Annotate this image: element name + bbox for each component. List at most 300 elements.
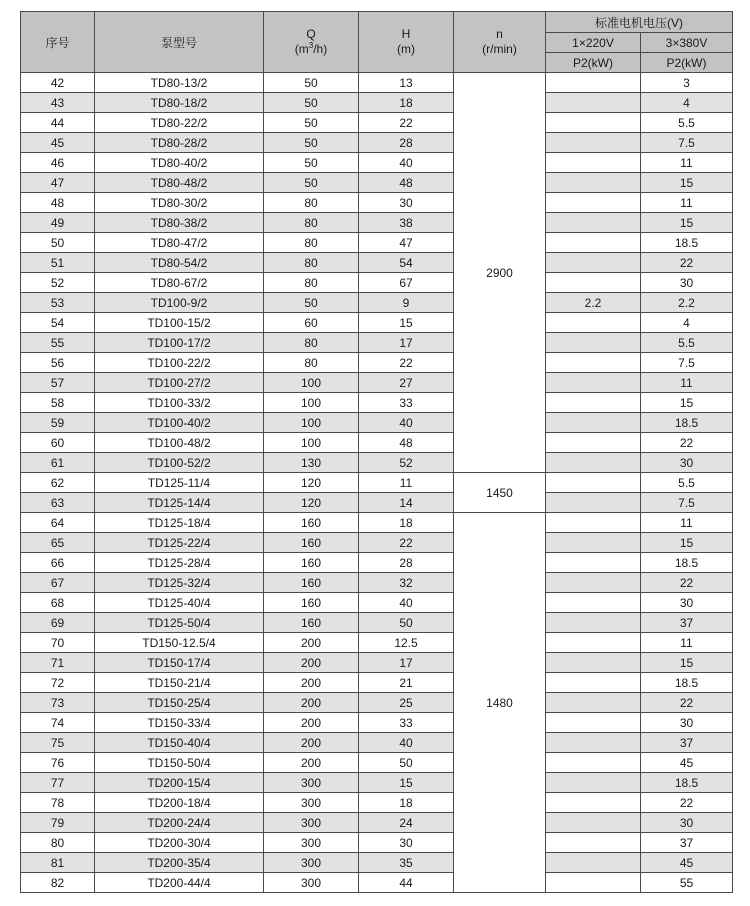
cell-flow: 60 <box>264 313 359 333</box>
cell-p2-380: 18.5 <box>641 553 733 573</box>
cell-p2-220 <box>546 213 641 233</box>
cell-head: 47 <box>359 233 454 253</box>
cell-flow: 200 <box>264 633 359 653</box>
cell-p2-220 <box>546 353 641 373</box>
cell-serial: 69 <box>21 613 95 633</box>
cell-p2-380: 5.5 <box>641 113 733 133</box>
cell-head: 30 <box>359 193 454 213</box>
cell-flow: 80 <box>264 333 359 353</box>
cell-p2-380: 15 <box>641 213 733 233</box>
table-row <box>21 493 733 513</box>
cell-p2-380: 30 <box>641 453 733 473</box>
cell-p2-380: 45 <box>641 853 733 873</box>
table-body <box>21 73 733 893</box>
cell-model: TD100-15/2 <box>95 313 264 333</box>
cell-serial: 52 <box>21 273 95 293</box>
cell-flow: 300 <box>264 793 359 813</box>
cell-serial: 57 <box>21 373 95 393</box>
cell-serial: 49 <box>21 213 95 233</box>
cell-p2-220 <box>546 393 641 413</box>
table-row <box>21 273 733 293</box>
cell-flow: 120 <box>264 493 359 513</box>
cell-model: TD200-30/4 <box>95 833 264 853</box>
cell-p2-220 <box>546 273 641 293</box>
cell-model: TD200-24/4 <box>95 813 264 833</box>
cell-serial: 60 <box>21 433 95 453</box>
cell-p2-380: 15 <box>641 393 733 413</box>
table-row <box>21 193 733 213</box>
table-row <box>21 553 733 573</box>
cell-model: TD150-25/4 <box>95 693 264 713</box>
cell-flow: 50 <box>264 153 359 173</box>
cell-flow: 300 <box>264 873 359 893</box>
table-row <box>21 813 733 833</box>
cell-head: 35 <box>359 853 454 873</box>
cell-p2-380: 4 <box>641 93 733 113</box>
cell-model: TD150-17/4 <box>95 653 264 673</box>
cell-p2-220 <box>546 573 641 593</box>
flow-unit: $(m^3/h)$ <box>294 41 328 56</box>
table-row <box>21 853 733 873</box>
header-p2-380: P2(kW) <box>641 53 733 73</box>
speed-unit: (r/min) <box>482 42 517 56</box>
cell-serial: 68 <box>21 593 95 613</box>
cell-p2-220 <box>546 513 641 533</box>
cell-serial: 76 <box>21 753 95 773</box>
cell-p2-380: 18.5 <box>641 413 733 433</box>
cell-serial: 58 <box>21 393 95 413</box>
cell-flow: 80 <box>264 233 359 253</box>
cell-flow: 50 <box>264 113 359 133</box>
cell-p2-220 <box>546 133 641 153</box>
table-row <box>21 453 733 473</box>
table-row <box>21 293 733 313</box>
table-row <box>21 353 733 373</box>
table-row <box>21 733 733 753</box>
cell-flow: 120 <box>264 473 359 493</box>
cell-p2-220 <box>546 653 641 673</box>
cell-model: TD125-18/4 <box>95 513 264 533</box>
cell-serial: 42 <box>21 73 95 93</box>
cell-head: 14 <box>359 493 454 513</box>
cell-head: 21 <box>359 673 454 693</box>
cell-serial: 74 <box>21 713 95 733</box>
cell-serial: 61 <box>21 453 95 473</box>
cell-model: TD100-9/2 <box>95 293 264 313</box>
table-row <box>21 393 733 413</box>
table-row <box>21 253 733 273</box>
cell-flow: 200 <box>264 733 359 753</box>
cell-head: 25 <box>359 693 454 713</box>
cell-p2-380: 22 <box>641 433 733 453</box>
cell-flow: 200 <box>264 693 359 713</box>
cell-model: TD150-21/4 <box>95 673 264 693</box>
cell-flow: 80 <box>264 353 359 373</box>
cell-serial: 67 <box>21 573 95 593</box>
table-row <box>21 613 733 633</box>
cell-p2-380: 18.5 <box>641 233 733 253</box>
cell-p2-220 <box>546 593 641 613</box>
table-header <box>21 12 733 73</box>
cell-flow: 200 <box>264 753 359 773</box>
cell-head: 13 <box>359 73 454 93</box>
cell-head: 11 <box>359 473 454 493</box>
cell-p2-380: 11 <box>641 513 733 533</box>
cell-p2-380: 7.5 <box>641 493 733 513</box>
cell-p2-220 <box>546 193 641 213</box>
cell-model: TD80-47/2 <box>95 233 264 253</box>
header-voltage-380: 3×380V <box>641 33 733 53</box>
cell-head: 18 <box>359 513 454 533</box>
cell-serial: 81 <box>21 853 95 873</box>
table-row <box>21 673 733 693</box>
cell-p2-380: 22 <box>641 793 733 813</box>
cell-head: 50 <box>359 613 454 633</box>
cell-p2-220 <box>546 473 641 493</box>
table-row <box>21 233 733 253</box>
cell-p2-220 <box>546 233 641 253</box>
cell-serial: 51 <box>21 253 95 273</box>
table-row <box>21 433 733 453</box>
cell-serial: 62 <box>21 473 95 493</box>
cell-model: TD80-30/2 <box>95 193 264 213</box>
cell-model: TD125-22/4 <box>95 533 264 553</box>
cell-serial: 44 <box>21 113 95 133</box>
cell-p2-380: 37 <box>641 833 733 853</box>
cell-serial: 64 <box>21 513 95 533</box>
cell-model: TD100-52/2 <box>95 453 264 473</box>
table-row <box>21 693 733 713</box>
header-voltage-220: 1×220V <box>546 33 641 53</box>
cell-flow: 100 <box>264 433 359 453</box>
table-row <box>21 873 733 893</box>
cell-serial: 43 <box>21 93 95 113</box>
cell-serial: 72 <box>21 673 95 693</box>
cell-p2-380: 15 <box>641 173 733 193</box>
cell-serial: 59 <box>21 413 95 433</box>
head-symbol: H <box>401 27 411 41</box>
cell-flow: 100 <box>264 393 359 413</box>
cell-head: 15 <box>359 773 454 793</box>
cell-p2-380: 55 <box>641 873 733 893</box>
table-row <box>21 113 733 133</box>
table-row <box>21 573 733 593</box>
cell-serial: 65 <box>21 533 95 553</box>
table-row <box>21 753 733 773</box>
cell-p2-220 <box>546 773 641 793</box>
cell-head: 32 <box>359 573 454 593</box>
table-row <box>21 833 733 853</box>
cell-serial: 80 <box>21 833 95 853</box>
cell-serial: 71 <box>21 653 95 673</box>
cell-p2-380: 7.5 <box>641 133 733 153</box>
cell-head: 50 <box>359 753 454 773</box>
head-unit: (m) <box>397 42 415 56</box>
cell-head: 40 <box>359 593 454 613</box>
cell-serial: 47 <box>21 173 95 193</box>
cell-p2-220 <box>546 93 641 113</box>
cell-p2-220 <box>546 553 641 573</box>
cell-p2-380: 15 <box>641 533 733 553</box>
cell-p2-220 <box>546 693 641 713</box>
cell-p2-220 <box>546 533 641 553</box>
cell-model: TD80-67/2 <box>95 273 264 293</box>
table-row <box>21 333 733 353</box>
table-row <box>21 313 733 333</box>
cell-p2-220: 2.2 <box>546 293 641 313</box>
cell-head: 27 <box>359 373 454 393</box>
cell-flow: 50 <box>264 293 359 313</box>
cell-p2-220 <box>546 853 641 873</box>
cell-speed: 1480 <box>454 513 546 893</box>
table-row <box>21 413 733 433</box>
cell-p2-380: 37 <box>641 613 733 633</box>
cell-p2-220 <box>546 713 641 733</box>
cell-model: TD150-50/4 <box>95 753 264 773</box>
header-flow <box>264 12 359 73</box>
cell-head: 17 <box>359 333 454 353</box>
cell-p2-220 <box>546 673 641 693</box>
cell-head: 24 <box>359 813 454 833</box>
cell-head: 30 <box>359 833 454 853</box>
cell-model: TD100-17/2 <box>95 333 264 353</box>
cell-model: TD200-15/4 <box>95 773 264 793</box>
table-row <box>21 93 733 113</box>
cell-flow: 300 <box>264 813 359 833</box>
cell-p2-220 <box>546 313 641 333</box>
cell-flow: 80 <box>264 213 359 233</box>
spec-table <box>20 11 733 893</box>
table-row <box>21 133 733 153</box>
speed-symbol: n <box>496 27 503 41</box>
cell-p2-220 <box>546 733 641 753</box>
cell-head: 52 <box>359 453 454 473</box>
table-row <box>21 653 733 673</box>
cell-model: TD200-44/4 <box>95 873 264 893</box>
cell-flow: 200 <box>264 653 359 673</box>
cell-head: 54 <box>359 253 454 273</box>
cell-p2-380: 22 <box>641 253 733 273</box>
cell-p2-220 <box>546 753 641 773</box>
cell-flow: 300 <box>264 853 359 873</box>
cell-flow: 160 <box>264 593 359 613</box>
cell-p2-380: 18.5 <box>641 673 733 693</box>
header-voltage-group: 标准电机电压(V) <box>546 12 733 33</box>
cell-serial: 45 <box>21 133 95 153</box>
cell-model: TD100-40/2 <box>95 413 264 433</box>
header-speed <box>454 12 546 73</box>
cell-flow: 50 <box>264 173 359 193</box>
cell-model: TD125-11/4 <box>95 473 264 493</box>
cell-serial: 82 <box>21 873 95 893</box>
cell-serial: 46 <box>21 153 95 173</box>
cell-head: 15 <box>359 313 454 333</box>
table-row <box>21 513 733 533</box>
cell-p2-220 <box>546 793 641 813</box>
cell-p2-380: 37 <box>641 733 733 753</box>
cell-model: TD80-13/2 <box>95 73 264 93</box>
cell-flow: 160 <box>264 573 359 593</box>
cell-model: TD100-27/2 <box>95 373 264 393</box>
cell-serial: 70 <box>21 633 95 653</box>
table-row <box>21 533 733 553</box>
cell-flow: 80 <box>264 253 359 273</box>
cell-head: 40 <box>359 413 454 433</box>
cell-p2-380: 11 <box>641 633 733 653</box>
cell-head: 22 <box>359 353 454 373</box>
cell-model: TD200-18/4 <box>95 793 264 813</box>
cell-model: TD125-32/4 <box>95 573 264 593</box>
cell-p2-380: 22 <box>641 693 733 713</box>
cell-flow: 160 <box>264 613 359 633</box>
cell-flow: 80 <box>264 193 359 213</box>
cell-flow: 100 <box>264 373 359 393</box>
table-row <box>21 713 733 733</box>
cell-flow: 160 <box>264 513 359 533</box>
cell-model: TD80-48/2 <box>95 173 264 193</box>
cell-model: TD150-40/4 <box>95 733 264 753</box>
cell-flow: 50 <box>264 93 359 113</box>
cell-p2-220 <box>546 633 641 653</box>
cell-p2-380: 45 <box>641 753 733 773</box>
cell-flow: 300 <box>264 773 359 793</box>
cell-head: 44 <box>359 873 454 893</box>
cell-p2-220 <box>546 433 641 453</box>
cell-p2-380: 3 <box>641 73 733 93</box>
table-row <box>21 473 733 493</box>
cell-flow: 200 <box>264 713 359 733</box>
cell-serial: 79 <box>21 813 95 833</box>
cell-serial: 78 <box>21 793 95 813</box>
cell-head: 40 <box>359 153 454 173</box>
cell-flow: 100 <box>264 413 359 433</box>
cell-head: 48 <box>359 173 454 193</box>
cell-p2-380: 30 <box>641 593 733 613</box>
cell-p2-220 <box>546 493 641 513</box>
cell-model: TD150-12.5/4 <box>95 633 264 653</box>
cell-serial: 73 <box>21 693 95 713</box>
cell-p2-220 <box>546 613 641 633</box>
cell-flow: 160 <box>264 553 359 573</box>
cell-speed: 2900 <box>454 73 546 473</box>
cell-model: TD80-54/2 <box>95 253 264 273</box>
cell-p2-220 <box>546 413 641 433</box>
header-head <box>359 12 454 73</box>
cell-p2-220 <box>546 333 641 353</box>
cell-p2-220 <box>546 813 641 833</box>
cell-model: TD125-50/4 <box>95 613 264 633</box>
cell-head: 17 <box>359 653 454 673</box>
table-row <box>21 153 733 173</box>
cell-head: 67 <box>359 273 454 293</box>
cell-flow: 160 <box>264 533 359 553</box>
cell-p2-380: 11 <box>641 153 733 173</box>
table-row <box>21 173 733 193</box>
cell-p2-220 <box>546 453 641 473</box>
cell-p2-380: 7.5 <box>641 353 733 373</box>
cell-p2-380: 30 <box>641 813 733 833</box>
cell-head: 12.5 <box>359 633 454 653</box>
cell-head: 33 <box>359 393 454 413</box>
table-row <box>21 773 733 793</box>
cell-p2-380: 4 <box>641 313 733 333</box>
cell-model: TD150-33/4 <box>95 713 264 733</box>
cell-serial: 48 <box>21 193 95 213</box>
cell-head: 18 <box>359 793 454 813</box>
cell-head: 33 <box>359 713 454 733</box>
table-row <box>21 793 733 813</box>
flow-symbol: Q <box>306 27 316 41</box>
cell-serial: 77 <box>21 773 95 793</box>
cell-serial: 75 <box>21 733 95 753</box>
cell-p2-380: 5.5 <box>641 473 733 493</box>
cell-p2-380: 5.5 <box>641 333 733 353</box>
header-row-1 <box>21 12 733 33</box>
cell-p2-380: 11 <box>641 193 733 213</box>
cell-p2-380: 2.2 <box>641 293 733 313</box>
cell-serial: 50 <box>21 233 95 253</box>
cell-serial: 63 <box>21 493 95 513</box>
cell-serial: 54 <box>21 313 95 333</box>
cell-model: TD100-22/2 <box>95 353 264 373</box>
cell-head: 9 <box>359 293 454 313</box>
cell-serial: 56 <box>21 353 95 373</box>
cell-speed: 1450 <box>454 473 546 513</box>
table-row <box>21 593 733 613</box>
cell-flow: 50 <box>264 73 359 93</box>
cell-p2-220 <box>546 73 641 93</box>
pump-spec-table <box>20 11 733 893</box>
header-model: 泵型号 <box>95 12 264 73</box>
cell-model: TD125-14/4 <box>95 493 264 513</box>
cell-p2-220 <box>546 873 641 893</box>
cell-model: TD125-28/4 <box>95 553 264 573</box>
cell-head: 28 <box>359 133 454 153</box>
cell-p2-220 <box>546 113 641 133</box>
cell-head: 18 <box>359 93 454 113</box>
table-row <box>21 213 733 233</box>
table-row <box>21 373 733 393</box>
cell-p2-220 <box>546 153 641 173</box>
cell-model: TD80-28/2 <box>95 133 264 153</box>
cell-p2-380: 30 <box>641 273 733 293</box>
cell-p2-220 <box>546 173 641 193</box>
header-serial: 序号 <box>21 12 95 73</box>
cell-p2-380: 22 <box>641 573 733 593</box>
cell-model: TD125-40/4 <box>95 593 264 613</box>
cell-model: TD200-35/4 <box>95 853 264 873</box>
cell-head: 48 <box>359 433 454 453</box>
header-p2-220: P2(kW) <box>546 53 641 73</box>
cell-head: 40 <box>359 733 454 753</box>
cell-model: TD100-48/2 <box>95 433 264 453</box>
cell-head: 38 <box>359 213 454 233</box>
cell-flow: 50 <box>264 133 359 153</box>
cell-flow: 300 <box>264 833 359 853</box>
cell-p2-220 <box>546 373 641 393</box>
cell-head: 22 <box>359 113 454 133</box>
cell-model: TD100-33/2 <box>95 393 264 413</box>
cell-p2-380: 18.5 <box>641 773 733 793</box>
table-row <box>21 73 733 93</box>
cell-head: 28 <box>359 553 454 573</box>
cell-model: TD80-38/2 <box>95 213 264 233</box>
cell-p2-380: 30 <box>641 713 733 733</box>
cell-flow: 80 <box>264 273 359 293</box>
cell-serial: 53 <box>21 293 95 313</box>
cell-head: 22 <box>359 533 454 553</box>
cell-model: TD80-18/2 <box>95 93 264 113</box>
